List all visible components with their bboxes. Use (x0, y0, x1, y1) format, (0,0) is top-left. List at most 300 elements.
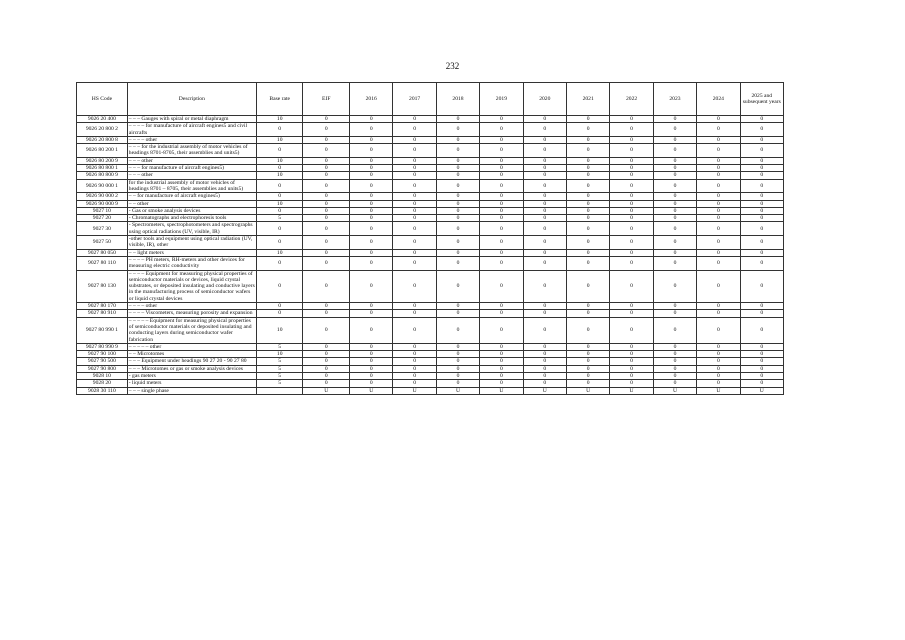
rate-cell: 0 (523, 351, 566, 358)
rate-cell: 0 (566, 365, 609, 372)
rate-cell: 0 (480, 215, 523, 222)
rate-cell: 0 (303, 249, 350, 256)
column-header: HS Code (77, 83, 128, 116)
rate-cell: 0 (480, 256, 523, 270)
rate-cell: 0 (566, 200, 609, 207)
table-row (77, 303, 784, 310)
table-body (77, 116, 784, 395)
hs-code-cell: 9026 90 000 9 (77, 200, 128, 207)
rate-cell: 0 (653, 179, 696, 193)
rate-cell: 0 (480, 343, 523, 350)
rate-cell: 0 (697, 270, 740, 302)
rate-cell: 0 (740, 365, 783, 372)
hs-code-cell: 9026 20 800 2 (77, 123, 128, 137)
table-row (77, 179, 784, 193)
hs-code-cell: 9027 80 990 9 (77, 343, 128, 350)
description-cell: – – – – other (127, 136, 256, 143)
description-cell: – – – for the industrial assembly of motor vehicles of headings 8701-8705, their assemblies and units5) (127, 144, 256, 158)
hs-code-cell: 9027 80 170 (77, 303, 128, 310)
rate-cell: 0 (697, 123, 740, 137)
rate-cell: 0 (566, 351, 609, 358)
rate-cell: 0 (350, 249, 393, 256)
description-cell: – – – – Viscometers, measuring porosity and expansion (127, 310, 256, 317)
base-rate-cell: 0 (256, 256, 303, 270)
table-row (77, 215, 784, 222)
rate-cell: 0 (740, 256, 783, 270)
rate-cell: 0 (740, 249, 783, 256)
rate-cell: 0 (393, 179, 436, 193)
column-header: 2018 (436, 83, 479, 116)
rate-cell: 0 (740, 317, 783, 343)
rate-cell: 0 (393, 358, 436, 365)
rate-cell: 0 (350, 193, 393, 200)
rate-cell: 0 (393, 365, 436, 372)
table-row (77, 165, 784, 172)
rate-cell: 0 (350, 179, 393, 193)
rate-cell: 0 (480, 193, 523, 200)
hs-code-cell: 9026 80 800 1 (77, 165, 128, 172)
rate-cell: 0 (480, 236, 523, 250)
base-rate-cell: 0 (256, 207, 303, 214)
rate-cell: 0 (393, 222, 436, 236)
hs-code-cell: 9027 20 (77, 215, 128, 222)
rate-cell: 0 (480, 179, 523, 193)
rate-cell: 0 (610, 358, 653, 365)
rate-cell: 0 (350, 256, 393, 270)
rate-cell: 0 (350, 116, 393, 123)
rate-cell: 0 (740, 310, 783, 317)
rate-cell: 0 (436, 358, 479, 365)
rate-cell: 0 (653, 372, 696, 379)
rate-cell: 0 (610, 236, 653, 250)
rate-cell: 0 (523, 179, 566, 193)
rate-cell: 0 (566, 207, 609, 214)
description-cell: - Spectrometers, spectrophotometers and spectrographs using optical radiations (UV, visible, IR) (127, 222, 256, 236)
rate-cell: 0 (610, 172, 653, 179)
rate-cell: 0 (566, 157, 609, 164)
rate-cell: 0 (350, 207, 393, 214)
rate-cell: 0 (610, 303, 653, 310)
rate-cell: 0 (740, 351, 783, 358)
rate-cell: 0 (697, 165, 740, 172)
rate-cell: 0 (697, 358, 740, 365)
rate-cell: U (740, 387, 783, 394)
rate-cell: 0 (303, 179, 350, 193)
rate-cell: 0 (653, 270, 696, 302)
rate-cell: 0 (653, 215, 696, 222)
rate-cell: 0 (653, 222, 696, 236)
rate-cell: 0 (566, 343, 609, 350)
hs-code-cell: 9026 90 000 1 (77, 179, 128, 193)
rate-cell: 0 (566, 256, 609, 270)
description-cell: - Gas or smoke analysis devices (127, 207, 256, 214)
rate-cell: 0 (740, 303, 783, 310)
tariff-schedule-table (76, 82, 784, 395)
rate-cell: 0 (610, 270, 653, 302)
rate-cell: 0 (480, 172, 523, 179)
rate-cell: 0 (653, 365, 696, 372)
table-row (77, 123, 784, 137)
table-row (77, 136, 784, 143)
table-row (77, 193, 784, 200)
column-header: 2024 (697, 83, 740, 116)
rate-cell: 0 (350, 136, 393, 143)
base-rate-cell: 0 (256, 270, 303, 302)
rate-cell: 0 (480, 303, 523, 310)
rate-cell: 0 (566, 193, 609, 200)
rate-cell: 0 (303, 365, 350, 372)
description-cell: – – – – Equipment for measuring physical properties of semiconductor materials or devices, liquid crystal substrates, or deposited insulating and conductive layers in the manufacturing process of semiconductor wafers or liquid crystal devices (128, 270, 255, 302)
base-rate-cell: 10 (256, 200, 303, 207)
rate-cell: 0 (436, 136, 479, 143)
rate-cell: 0 (697, 236, 740, 250)
base-rate-cell: 10 (256, 136, 303, 143)
hs-code-cell: 9027 80 050 (77, 249, 128, 256)
hs-code-cell: 9027 80 910 (77, 310, 128, 317)
rate-cell: 0 (303, 310, 350, 317)
base-rate-cell: 5 (256, 358, 303, 365)
rate-cell: 0 (653, 136, 696, 143)
rate-cell: 0 (523, 172, 566, 179)
rate-cell: 0 (480, 123, 523, 137)
rate-cell: 0 (566, 172, 609, 179)
rate-cell: 0 (697, 256, 740, 270)
rate-cell: 0 (653, 123, 696, 137)
rate-cell: 0 (350, 372, 393, 379)
rate-cell: 0 (653, 358, 696, 365)
hs-code-cell: 9028 30 110 (77, 387, 128, 394)
rate-cell: 0 (740, 270, 783, 302)
rate-cell: 0 (436, 270, 479, 302)
rate-cell: 0 (523, 380, 566, 387)
description-cell: – – – Gauges with spiral or metal diaphragm (127, 116, 256, 123)
rate-cell: 0 (436, 207, 479, 214)
rate-cell: 0 (480, 249, 523, 256)
rate-cell: 0 (740, 172, 783, 179)
rate-cell: 0 (393, 317, 436, 343)
base-rate-cell: 0 (256, 222, 303, 236)
rate-cell: 0 (653, 157, 696, 164)
rate-cell: 0 (480, 222, 523, 236)
rate-cell: 0 (523, 116, 566, 123)
rate-cell: 0 (610, 116, 653, 123)
base-rate-cell: 0 (256, 165, 303, 172)
rate-cell: U (393, 387, 436, 394)
rate-cell: 0 (480, 358, 523, 365)
description-cell: – – – other (127, 172, 256, 179)
description-cell: – – – Equipment under headings 90 27 20 - 90 27 80 (127, 358, 256, 365)
page-number: 232 (445, 61, 460, 71)
rate-cell: 0 (653, 310, 696, 317)
rate-cell: 0 (393, 172, 436, 179)
rate-cell: 0 (740, 358, 783, 365)
description-cell: - gas meters (127, 372, 256, 379)
rate-cell: 0 (523, 270, 566, 302)
description-cell: -other tools and equipment using optical radiation (UV, visible, IR), other (127, 236, 256, 250)
rate-cell: 0 (393, 136, 436, 143)
base-rate-cell: 0 (256, 193, 303, 200)
rate-cell: 0 (697, 372, 740, 379)
rate-cell: 0 (350, 215, 393, 222)
rate-cell: 0 (610, 222, 653, 236)
rate-cell: 0 (566, 317, 609, 343)
rate-cell: 0 (523, 317, 566, 343)
rate-cell: 0 (523, 365, 566, 372)
rate-cell: 0 (436, 380, 479, 387)
rate-cell: 0 (480, 317, 523, 343)
rate-cell: 0 (303, 116, 350, 123)
rate-cell: 0 (350, 157, 393, 164)
hs-code-cell: 9026 80 200 9 (77, 157, 128, 164)
base-rate-cell: 10 (256, 249, 303, 256)
rate-cell: 0 (566, 358, 609, 365)
base-rate-cell: 10 (256, 317, 303, 343)
rate-cell: 0 (436, 215, 479, 222)
column-header: 2016 (350, 83, 393, 116)
table-row (77, 144, 784, 158)
rate-cell: 0 (566, 136, 609, 143)
rate-cell: 0 (436, 351, 479, 358)
rate-cell: 0 (303, 236, 350, 250)
rate-cell: 0 (610, 380, 653, 387)
rate-cell: 0 (740, 136, 783, 143)
rate-cell: 0 (697, 380, 740, 387)
rate-cell: 0 (436, 222, 479, 236)
rate-cell: 0 (350, 270, 393, 302)
rate-cell: 0 (653, 200, 696, 207)
rate-cell: 0 (480, 207, 523, 214)
rate-cell: 0 (610, 207, 653, 214)
rate-cell: 0 (653, 165, 696, 172)
rate-cell: 0 (610, 179, 653, 193)
rate-cell: 0 (480, 310, 523, 317)
rate-cell: 0 (523, 193, 566, 200)
rate-cell: 0 (610, 144, 653, 158)
rate-cell: 0 (653, 236, 696, 250)
rate-cell: 0 (350, 172, 393, 179)
rate-cell: 0 (740, 207, 783, 214)
rate-cell: 0 (697, 116, 740, 123)
rate-cell: 0 (653, 193, 696, 200)
column-header: 2023 (653, 83, 696, 116)
base-rate-cell: 10 (256, 172, 303, 179)
rate-cell: 0 (393, 351, 436, 358)
rate-cell: 0 (350, 303, 393, 310)
rate-cell: 0 (610, 365, 653, 372)
rate-cell: 0 (610, 310, 653, 317)
rate-cell: 0 (566, 270, 609, 302)
rate-cell: 0 (393, 116, 436, 123)
description-cell: – – – other (127, 157, 256, 164)
rate-cell: 0 (436, 172, 479, 179)
base-rate-cell: 5 (256, 380, 303, 387)
table-row (77, 207, 784, 214)
rate-cell: 0 (697, 136, 740, 143)
table-row (77, 351, 784, 358)
rate-cell: 0 (523, 249, 566, 256)
rate-cell: 0 (523, 165, 566, 172)
rate-cell: U (697, 387, 740, 394)
rate-cell: 0 (697, 157, 740, 164)
description-cell: – – – – other (127, 303, 256, 310)
hs-code-cell: 9028 10 (77, 372, 128, 379)
rate-cell: 0 (303, 193, 350, 200)
rate-cell: 0 (393, 200, 436, 207)
rate-cell: 0 (740, 222, 783, 236)
description-cell: – – – single phase (127, 387, 256, 394)
rate-cell: 0 (350, 222, 393, 236)
rate-cell: 0 (303, 317, 350, 343)
description-cell: – – – Microtomes or gas or smoke analysis devices (127, 365, 256, 372)
rate-cell: 0 (566, 179, 609, 193)
rate-cell: 0 (303, 207, 350, 214)
rate-cell: 0 (303, 215, 350, 222)
rate-cell: 0 (436, 165, 479, 172)
rate-cell: 0 (697, 200, 740, 207)
rate-cell: 0 (350, 317, 393, 343)
rate-cell: U (303, 387, 350, 394)
rate-cell: 0 (523, 256, 566, 270)
hs-code-cell: 9027 80 110 (77, 256, 128, 270)
rate-cell: 0 (480, 165, 523, 172)
rate-cell: 0 (610, 351, 653, 358)
hs-code-cell: 9027 10 (77, 207, 128, 214)
base-rate-cell: 0 (256, 303, 303, 310)
rate-cell: 0 (436, 157, 479, 164)
rate-cell: 0 (697, 310, 740, 317)
rate-cell: 0 (653, 351, 696, 358)
rate-cell: 0 (697, 144, 740, 158)
column-header: EIF (303, 83, 350, 116)
base-rate-cell: 10 (256, 116, 303, 123)
hs-code-cell: 9026 90 000 2 (77, 193, 128, 200)
rate-cell: 0 (350, 365, 393, 372)
rate-cell: 0 (393, 215, 436, 222)
rate-cell: 0 (566, 215, 609, 222)
rate-cell: 0 (303, 172, 350, 179)
rate-cell: 0 (523, 358, 566, 365)
description-cell: – – other (127, 200, 256, 207)
rate-cell: 0 (350, 310, 393, 317)
rate-cell: 0 (610, 343, 653, 350)
rate-cell: 0 (303, 157, 350, 164)
rate-cell: 0 (740, 343, 783, 350)
hs-code-cell: 9027 30 (77, 222, 128, 236)
rate-cell: 0 (566, 144, 609, 158)
rate-cell: U (566, 387, 609, 394)
rate-cell: 0 (393, 380, 436, 387)
rate-cell: 0 (653, 172, 696, 179)
description-cell: – – – – – other (127, 343, 256, 350)
rate-cell: 0 (393, 157, 436, 164)
rate-cell: 0 (566, 222, 609, 236)
description-cell: - Chromatographs and electrophoresis tools (127, 215, 256, 222)
rate-cell: 0 (480, 372, 523, 379)
rate-cell: 0 (740, 123, 783, 137)
hs-code-cell: 9026 20 800 8 (77, 136, 128, 143)
rate-cell: 0 (523, 236, 566, 250)
rate-cell: 0 (303, 303, 350, 310)
table-row (77, 358, 784, 365)
rate-cell: 0 (436, 193, 479, 200)
rate-cell: 0 (566, 249, 609, 256)
base-rate-cell: 0 (256, 179, 303, 193)
rate-cell: 0 (303, 351, 350, 358)
rate-cell: 0 (303, 200, 350, 207)
description-cell: – – – – – Equipment for measuring physical properties of semiconductor materials or deposited insulating and conducting layers during semiconductor wafer fabrication (127, 317, 256, 343)
rate-cell: U (610, 387, 653, 394)
rate-cell: 0 (436, 317, 479, 343)
table-row (77, 256, 784, 270)
description-cell: – – light meters (127, 249, 256, 256)
hs-code-cell: 9027 90 800 (77, 365, 128, 372)
rate-cell: 0 (480, 380, 523, 387)
rate-cell: 0 (566, 236, 609, 250)
description-cell: for the industrial assembly of motor vehicles of headings 8701 – 8705, their assemblies and units5) (127, 179, 256, 193)
column-header: Description (127, 83, 256, 116)
rate-cell: 0 (697, 303, 740, 310)
rate-cell: 0 (350, 343, 393, 350)
hs-code-cell: 9027 90 500 (77, 358, 128, 365)
hs-code-cell: 9027 80 990 1 (77, 317, 128, 343)
column-header: 2019 (480, 83, 523, 116)
rate-cell: 0 (303, 380, 350, 387)
rate-cell: 0 (653, 343, 696, 350)
rate-cell: 0 (740, 200, 783, 207)
rate-cell: 0 (436, 200, 479, 207)
rate-cell: 0 (393, 343, 436, 350)
rate-cell: 0 (523, 200, 566, 207)
rate-cell: 0 (697, 222, 740, 236)
base-rate-cell: 10 (256, 351, 303, 358)
column-header: 2017 (393, 83, 436, 116)
base-rate-cell: 5 (256, 215, 303, 222)
rate-cell: 0 (610, 249, 653, 256)
rate-cell: 0 (350, 200, 393, 207)
rate-cell: U (653, 387, 696, 394)
rate-cell: 0 (480, 270, 523, 302)
rate-cell: 0 (350, 144, 393, 158)
rate-cell: 0 (610, 200, 653, 207)
rate-cell: 0 (480, 144, 523, 158)
rate-cell: 0 (303, 372, 350, 379)
rate-cell: 0 (653, 380, 696, 387)
rate-cell: 0 (303, 358, 350, 365)
table-row (77, 116, 784, 123)
rate-cell: 0 (436, 372, 479, 379)
rate-cell: 0 (393, 123, 436, 137)
rate-cell: 0 (480, 351, 523, 358)
rate-cell: 0 (303, 270, 350, 302)
rate-cell: 0 (740, 215, 783, 222)
rate-cell: 0 (566, 116, 609, 123)
table-row (77, 343, 784, 350)
rate-cell: 0 (436, 116, 479, 123)
rate-cell: 0 (350, 380, 393, 387)
rate-cell: 0 (350, 236, 393, 250)
rate-cell: 0 (303, 144, 350, 158)
rate-cell: 0 (697, 317, 740, 343)
rate-cell: 0 (697, 207, 740, 214)
rate-cell: 0 (653, 317, 696, 343)
rate-cell: 0 (393, 303, 436, 310)
rate-cell: 0 (393, 249, 436, 256)
table-row (77, 372, 784, 379)
rate-cell: 0 (393, 236, 436, 250)
rate-cell: 0 (350, 165, 393, 172)
rate-cell: 0 (610, 123, 653, 137)
rate-cell: 0 (303, 123, 350, 137)
